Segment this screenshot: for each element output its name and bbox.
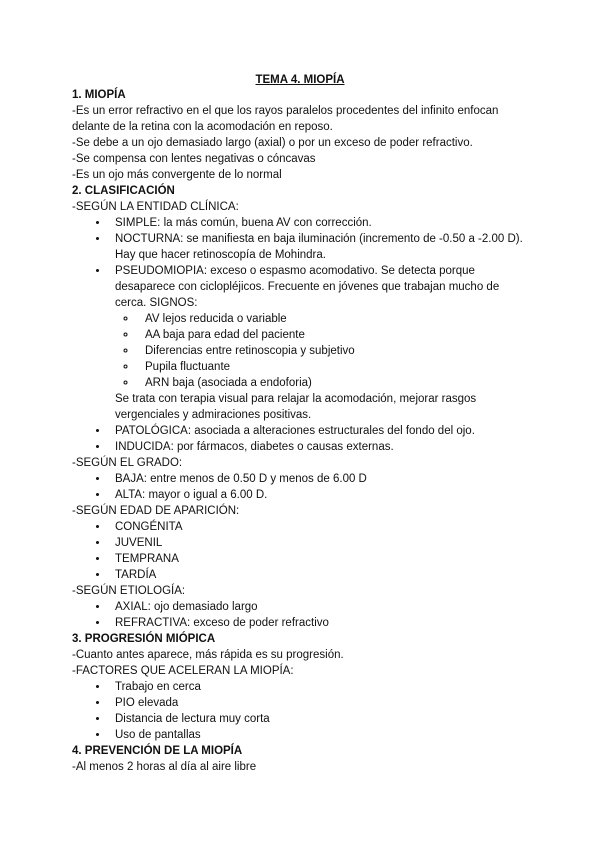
subsection-label-edad: -SEGÚN EDAD DE APARICIÓN: (72, 505, 240, 517)
etiologia-list (72, 599, 532, 631)
edad-list (72, 519, 532, 583)
list-item: • REFRACTIVA: exceso de poder refractivo (109, 615, 532, 631)
list-item-text: PSEUDOMIOPIA: exceso o espasmo acomodativo. Se detecta porque desaparece con ciclopléjicos. Frecuente en jóvenes que trabajan mucho de cerca. SIGNOS: (115, 265, 500, 309)
paragraph: -Es un ojo más convergente de lo normal (72, 169, 282, 181)
list-item: • ALTA: mayor o igual a 6.00 D. (109, 487, 532, 503)
grado-list (72, 471, 532, 503)
list-item: ◦ Pupila fluctuante (137, 359, 532, 375)
list-item: • Distancia de lectura muy corta (109, 711, 532, 727)
list-item: • TEMPRANA (109, 551, 532, 567)
paragraph: -Se compensa con lentes negativas o cóncavas (72, 153, 316, 165)
paragraph: -Cuanto antes aparece, más rápida es su progresión. (72, 649, 344, 661)
list-item: ◦ Diferencias entre retinoscopia y subjetivo (137, 343, 532, 359)
list-item: • Uso de pantallas (109, 727, 532, 743)
paragraph: -Se debe a un ojo demasiado largo (axial) o por un exceso de poder refractivo. (72, 137, 473, 149)
subsection-label-grado: -SEGÚN EL GRADO: (72, 457, 183, 469)
list-item: • CONGÉNITA (109, 519, 532, 535)
factores-list (72, 679, 532, 743)
list-item: ◦ AA baja para edad del paciente (137, 327, 532, 343)
list-item: • TARDÍA (109, 567, 532, 583)
entidad-list (72, 215, 532, 455)
document-title: TEMA 4. MIOPÍA (255, 74, 345, 86)
list-item: ◦ ARN baja (asociada a endoforia) (137, 375, 532, 391)
paragraph: -Al menos 2 horas al día al aire libre (72, 761, 257, 773)
list-item: ◦ AV lejos reducida o variable (137, 311, 532, 327)
list-item (109, 263, 532, 423)
signos-list (115, 311, 532, 391)
section-heading-clasificacion: 2. CLASIFICACIÓN (72, 185, 175, 197)
section-heading-prevencion: 4. PREVENCIÓN DE LA MIOPÍA (72, 745, 243, 757)
document-body (72, 87, 532, 775)
list-item: • BAJA: entre menos de 0.50 D y menos de 6.00 D (109, 471, 532, 487)
paragraph: -Es un error refractivo en el que los rayos paralelos procedentes del infinito enfocan delante de la retina con la acomodación en reposo. (72, 105, 499, 133)
list-item: • AXIAL: ojo demasiado largo (109, 599, 532, 615)
subsection-label-factores: -FACTORES QUE ACELERAN LA MIOPÍA: (72, 665, 294, 677)
list-item: • JUVENIL (109, 535, 532, 551)
list-item: • NOCTURNA: se manifiesta en baja iluminación (incremento de -0.50 a -2.00 D). Hay que hacer retinoscopía de Mohindra. (109, 231, 532, 263)
section-heading-miopia: 1. MIOPÍA (72, 89, 126, 101)
list-item: • PIO elevada (109, 695, 532, 711)
list-item: • INDUCIDA: por fármacos, diabetes o causas externas. (109, 439, 532, 455)
section-heading-progresion: 3. PROGRESIÓN MIÓPICA (72, 633, 216, 645)
pseudomiopia-note: Se trata con terapia visual para relajar la acomodación, mejorar rasgos vergenciales y admiraciones positivas. (115, 393, 477, 421)
list-item: • PATOLÓGICA: asociada a alteraciones estructurales del fondo del ojo. (109, 423, 532, 439)
subsection-label-entidad: -SEGÚN LA ENTIDAD CLÍNICA: (72, 201, 239, 213)
list-item: • Trabajo en cerca (109, 679, 532, 695)
subsection-label-etiologia: -SEGÚN ETIOLOGÍA: (72, 585, 186, 597)
list-item: • SIMPLE: la más común, buena AV con corrección. (109, 215, 532, 231)
